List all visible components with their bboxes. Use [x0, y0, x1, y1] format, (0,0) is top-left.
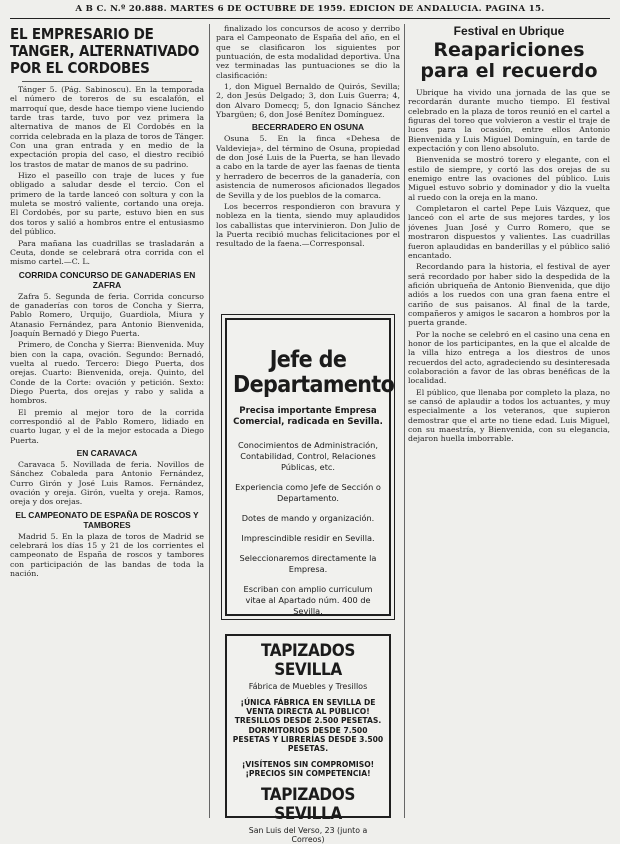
- article-paragraph: El premio al mejor toro de la corrida correspondió al de Pablo Romero, lidiado en cuarto lugar, y el de la mejor estocada a Diego Puerta.: [10, 407, 204, 445]
- column-right: [408, 24, 610, 818]
- article-headline: Reapariciones para el recuerdo: [420, 39, 598, 82]
- ad-brand: TAPIZADOS SEVILLA: [261, 641, 355, 680]
- article-kicker: Festival en Ubrique: [453, 24, 565, 38]
- column-rule: [404, 24, 405, 818]
- section-subhead: BECERRADERO EN OSUNA: [251, 122, 365, 133]
- article-paragraph: Por la noche se celebró en el casino una cena en honor de los participantes, en la que el alcalde de la villa hizo entrega a los diestros de unos recuerdos del acto, agradeciendo su desinteresada colaboración a favor de las obras benéficas de la localidad.: [408, 329, 610, 386]
- article-paragraph: Zafra 5. Segunda de feria. Corrida concurso de ganaderías con toros de Concha y Sierra, Pablo Romero, Urquijo, Guardiola, Miura y Atanasio Fernández, para Antonio Bienvenida, Joaquín Bernadó y Diego Puerta.: [10, 291, 204, 338]
- divider: [22, 81, 192, 82]
- ad-address: San Luis del Verso, 23 (junto a Correos): [248, 825, 368, 844]
- article-paragraph: Ubrique ha vivido una jornada de las que se recordarán durante mucho tiempo. El festival celebrado en la plaza de toros reunió en el cartel a figuras del toreo que volvieron a vestir el traje de luces para la ocasión, entre ellos Antonio Bienvenida y Luis Miguel Dominguín, en tarde de expectación y con lleno absoluto.: [408, 88, 610, 154]
- article-paragraph: Bienvenida se mostró torero y elegante, con el estilo de siempre, y cortó las dos orejas de su enemigo entre las ovaciones del público. Luis Miguel estuvo sobrio y dominador y dio la vuelta al ruedo con la oreja en la mano.: [408, 155, 610, 202]
- ad-line: Escriban con amplio curriculum vitae al Apartado núm. 400 de Sevilla.: [243, 584, 373, 616]
- section-subhead: EL CAMPEONATO DE ESPAÑA DE ROSCOS Y TAMBORES: [15, 509, 199, 530]
- article-paragraph: Los becerros respondieron con bravura y nobleza en la tienta, siendo muy aplaudidos los caballistas que intervinieron. Don Julio de la Puerta recibió muchas felicitaciones por el resultado de la faena.—Corresponsal.: [216, 201, 400, 249]
- article-headline: EL EMPRESARIO DE TANGER, ALTERNATIVADO POR EL CORDOBES: [10, 25, 200, 77]
- article-paragraph: Osuna 5. En la finca «Dehesa de Valdevieja», del término de Osuna, propiedad de don José Luis de la Puerta, se han llevado a cabo en la tarde de ayer las faenas de tienta y herradero de becerros de la ganadería, con asistencia de numerosos aficionados llegados de Sevilla y de los pueblos de la comarca.: [216, 134, 400, 200]
- ad-line: Dotes de mando y organización.: [241, 513, 375, 523]
- article-paragraph: Tánger 5. (Pág. Sabinoscu). En la temporada el número de toreros de su escalafón, el marroquí que, desde hace tiempo viene luciendo tarde tras tarde, tuvo por vez primera la alternativa de manos de El Cordobés en la corrida celebrada en la plaza de toros de Tánger. Con una gran entrada y en medio de la expectación propia del caso, el diestro recibió los trastos de matar de manos de su padrino.: [10, 85, 204, 169]
- furniture-advertisement: [225, 634, 391, 844]
- ad-lead: Precisa importante Empresa Comercial, radicada en Sevilla.: [233, 406, 383, 427]
- ad-tagline: Fábrica de Muebles y Tresillos: [248, 682, 368, 691]
- article-paragraph: 1, don Miguel Bernaldo de Quirós, Sevilla; 2, don Jesús Delgado; 3, don Luis Guerra; 4, don Alvaro Domecq; 5, don Ignacio Sánchez Ybargüen; 6, don José Benítez Domínguez.: [216, 82, 400, 120]
- article-paragraph: Para mañana las cuadrillas se trasladarán a Ceuta, donde se celebrará otra corrida con el mismo cartel.—C. L.: [10, 238, 204, 267]
- article-paragraph: Completaron el cartel Pepe Luis Vázquez, que lanceó con el arte de sus mejores tardes, y los jóvenes Juan José y Curro Romero, que se mostraron dispuestos y valientes. Las cuadrillas fueron aplaudidas en banderillas y el público salió encantado.: [408, 204, 610, 260]
- section-subhead: EN CARAVACA: [76, 448, 138, 459]
- article-paragraph: El público, que llenaba por completo la plaza, no se cansó de aplaudir a todos los actuantes, y muy especialmente a los veteranos, que supieron demostrar que el arte no tiene edad. Luis Miguel, con su maestría, y Bienvenida, con su elegancia, dejaron huella imborrable.: [408, 387, 610, 444]
- ad-line: Seleccionaremos directamente la Empresa.: [239, 553, 377, 574]
- ad-line: Conocimientos de Administración, Contabilidad, Control, Relaciones Públicas, etc.: [238, 440, 378, 472]
- article-paragraph: Madrid 5. En la plaza de toros de Madrid se celebrará los días 15 y 21 de los corrientes el campeonato de España de roscos y tambores con participación de las bandas de toda la nación.: [10, 531, 204, 579]
- section-subhead: CORRIDA CONCURSO DE GANADERIAS EN ZAFRA: [18, 269, 196, 290]
- article-paragraph: Hizo el paseíllo con traje de luces y fue obligado a saludar desde el tercio. Con el primero de la tarde lanceó con soltura y con la muleta se mostró valiente, cortando una oreja. El Cordobés, por su parte, estuvo bien en sus dos toros y salió a hombros entre el entusiasmo del público.: [10, 171, 204, 237]
- job-advertisement: [225, 318, 395, 616]
- column-middle: [216, 24, 400, 312]
- article-paragraph: Recordando para la historia, el festival de ayer será recordado por haber sido la despedida de la afición ubriqueña de Antonio Bienvenida, que dijo adiós a los ruedos con una gran faena entre el cariño de sus paisanos. Al final de la tarde, compañeros y amigos le sacaron a hombros por la puerta grande.: [408, 262, 610, 328]
- article-paragraph: Caravaca 5. Novillada de feria. Novillos de Sánchez Cobaleda para Antonio Fernández, Curro Girón y José Luis Ramos. Fernández, ovación y oreja. Girón, vuelta y oreja. Ramos, oreja y dos orejas.: [10, 460, 204, 507]
- column-left: [10, 24, 204, 818]
- ad-title: Jefe de Departamento: [233, 347, 395, 398]
- ad-line: Experiencia como Jefe de Sección o Departamento.: [235, 482, 381, 503]
- ad-visit: ¡VISÍTENOS SIN COMPROMISO! ¡PRECIOS SIN COMPETENCIA!: [241, 760, 375, 779]
- column-rule: [209, 24, 210, 818]
- running-head: A B C. N.º 20.888. MARTES 6 DE OCTUBRE DE 1959. EDICION DE ANDALUCIA. PAGINA 15.: [10, 4, 610, 19]
- article-paragraph: Primero, de Concha y Sierra: Bienvenida. Muy bien con la capa, ovación. Segundo: Bernadó, vuelta al ruedo. Tercero: Diego Puerta, dos orejas. Cuarto: Bienvenida, oreja. Quinto, del Conde de la Corte: ovación y petición. Sexto: Diego Puerta, dos orejas y rabo y salida a hombros.: [10, 340, 204, 406]
- ad-brand: TAPIZADOS SEVILLA: [261, 784, 355, 824]
- article-paragraph: finalizado los concursos de acoso y derribo para el Campeonato de España del año, en el que se clasificaron los siguientes por puntuación, de esta modalidad deportiva. Una vez terminadas las puntuaciones se dio la clasificación:: [216, 24, 400, 80]
- ad-line: Imprescindible residir en Sevilla.: [241, 533, 375, 543]
- ad-body: ¡ÚNICA FÁBRICA EN SEVILLA DE VENTA DIRECTA AL PÚBLICO! TRESILLOS DESDE 2.500 PESETAS. DORMITORIOS DESDE 7.500 PESETAS Y LIBRERÍAS DESDE 3.500 PESETAS.: [232, 698, 384, 754]
